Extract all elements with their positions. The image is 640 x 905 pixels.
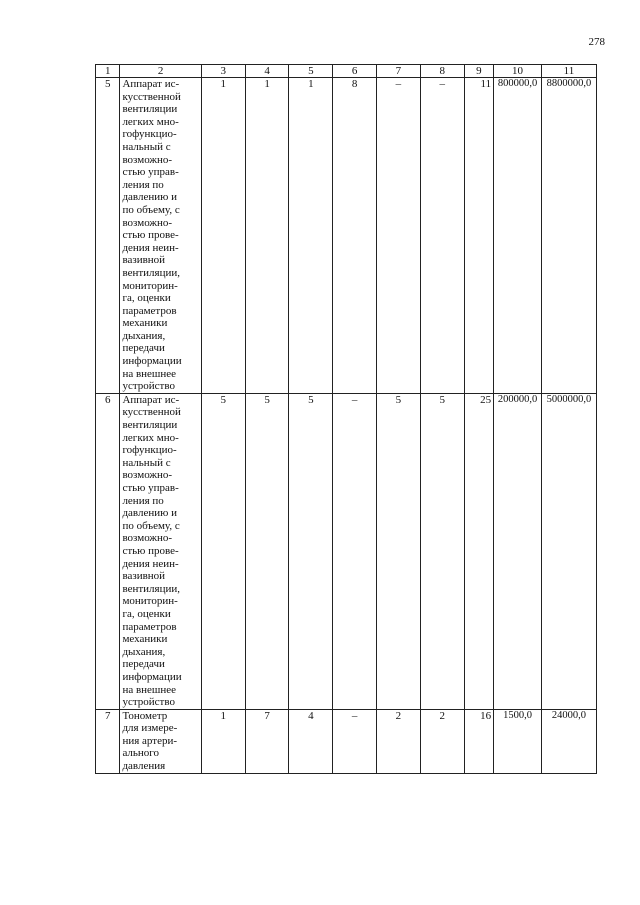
column-header: 1 [96,65,120,78]
total-cost-cell: 24000,0 [541,709,596,773]
item-name-line: дения неин- [122,557,179,570]
total-quantity-cell: 16 [464,709,494,773]
item-name-line: возможно- [122,532,173,545]
item-name-line: давлению и [122,191,177,204]
item-name-line: стью управ- [122,482,179,494]
table-row [96,78,597,394]
item-name-line: кусственной [122,90,181,103]
item-name-line: передачи [122,658,165,671]
item-name-line: давлению и [122,507,177,520]
item-name-cell [120,78,201,394]
unit-price-cell: 200000,0 [494,393,542,709]
item-name-line: легких мно- [122,115,179,128]
column-header: 11 [541,65,596,78]
item-name-line: гофункцио- [122,444,177,457]
item-name-line: нальный с [122,140,171,153]
item-name-line: мониторин- [122,279,178,292]
header-row [96,65,597,78]
item-name-line: устройство [122,696,175,709]
item-name-line: Аппарат ис- [122,393,180,406]
item-name-line: механики [122,317,168,330]
page-number: 278 [588,36,605,48]
item-name-line: параметров [122,304,177,317]
item-name-line: дыхания, [122,645,166,658]
quantity-cell: 1 [201,78,245,394]
item-name-line: вентиляции [122,103,178,116]
table-row [96,393,597,709]
item-name-line: вазивной [122,254,166,267]
item-name-line: Тонометр [122,709,168,722]
item-name-line: ления по [122,178,164,191]
item-name-line: стью управ- [122,166,179,179]
total-quantity-cell: 25 [464,393,494,709]
column-header: 9 [464,65,494,78]
total-cost-cell: 8800000,0 [541,78,596,394]
item-name-line: вазивной [122,570,166,583]
item-name-line: мониторин- [122,595,178,608]
column-header: 3 [201,65,245,78]
quantity-cell: 8 [333,78,377,394]
item-name-line: стью прове- [122,544,179,557]
row-number-cell: 6 [96,393,120,709]
item-name-line: по объему, с [122,203,180,216]
item-name-line: нальный с [122,456,171,469]
item-name-line: информации [122,670,182,683]
item-name-line: возможно- [122,469,173,482]
quantity-cell: 5 [245,393,289,709]
item-name-line: легких мно- [122,431,179,444]
quantity-cell: 5 [420,393,464,709]
item-name-line: механики [122,633,168,646]
item-name-line: ния артери- [122,734,177,747]
item-name-line: на внешнее [122,683,177,696]
item-name-line: передачи [122,342,165,355]
column-header: 5 [289,65,333,78]
item-name-line: кусственной [122,406,181,419]
equipment-table [95,64,597,774]
item-name-line: ления по [122,494,164,507]
column-header: 6 [333,65,377,78]
unit-price-cell: 800000,0 [494,78,542,394]
item-name-line: гофункцио- [122,128,177,141]
item-name-cell [120,393,201,709]
item-name-line: возможно- [122,216,173,229]
item-name-line: вентиляции, [122,266,180,279]
item-name-line: возможно- [122,153,173,166]
column-header: 10 [494,65,542,78]
quantity-cell: 2 [420,709,464,773]
unit-price-cell: 1500,0 [494,709,542,773]
quantity-cell: 2 [377,709,421,773]
item-name-line: устройство [122,380,175,393]
quantity-cell: 4 [289,709,333,773]
total-cost-cell: 5000000,0 [541,393,596,709]
quantity-cell: 1 [201,709,245,773]
item-name-line: по объему, с [122,519,180,532]
item-name-line: информации [122,355,182,368]
item-name-line: вентиляции [122,419,178,432]
quantity-cell: 1 [245,78,289,394]
item-name-line: дения неин- [122,241,179,254]
column-header: 4 [245,65,289,78]
column-header: 2 [120,65,201,78]
item-name-line: параметров [122,620,177,633]
item-name-line: на внешнее [122,367,177,380]
column-header: 7 [377,65,421,78]
quantity-cell: 7 [245,709,289,773]
row-number-cell: 7 [96,709,120,773]
quantity-cell: – [333,393,377,709]
item-name-line: стью прове- [122,229,179,242]
table-row [96,709,597,773]
item-name-line: дыхания, [122,329,166,342]
item-name-line: га, оценки [122,607,171,620]
item-name-cell [120,709,201,773]
quantity-cell: 5 [289,393,333,709]
item-name-line: для измере- [122,722,178,735]
column-header: 8 [420,65,464,78]
quantity-cell: 1 [289,78,333,394]
quantity-cell: – [333,709,377,773]
quantity-cell: 5 [201,393,245,709]
quantity-cell: – [420,78,464,394]
item-name-line: вентиляции, [122,582,180,595]
total-quantity-cell: 11 [464,78,494,394]
quantity-cell: – [377,78,421,394]
row-number-cell: 5 [96,78,120,394]
item-name-line: Аппарат ис- [122,78,180,90]
quantity-cell: 5 [377,393,421,709]
item-name-line: давления [122,760,166,773]
item-name-line: га, оценки [122,292,171,305]
item-name-line: ального [122,747,160,760]
